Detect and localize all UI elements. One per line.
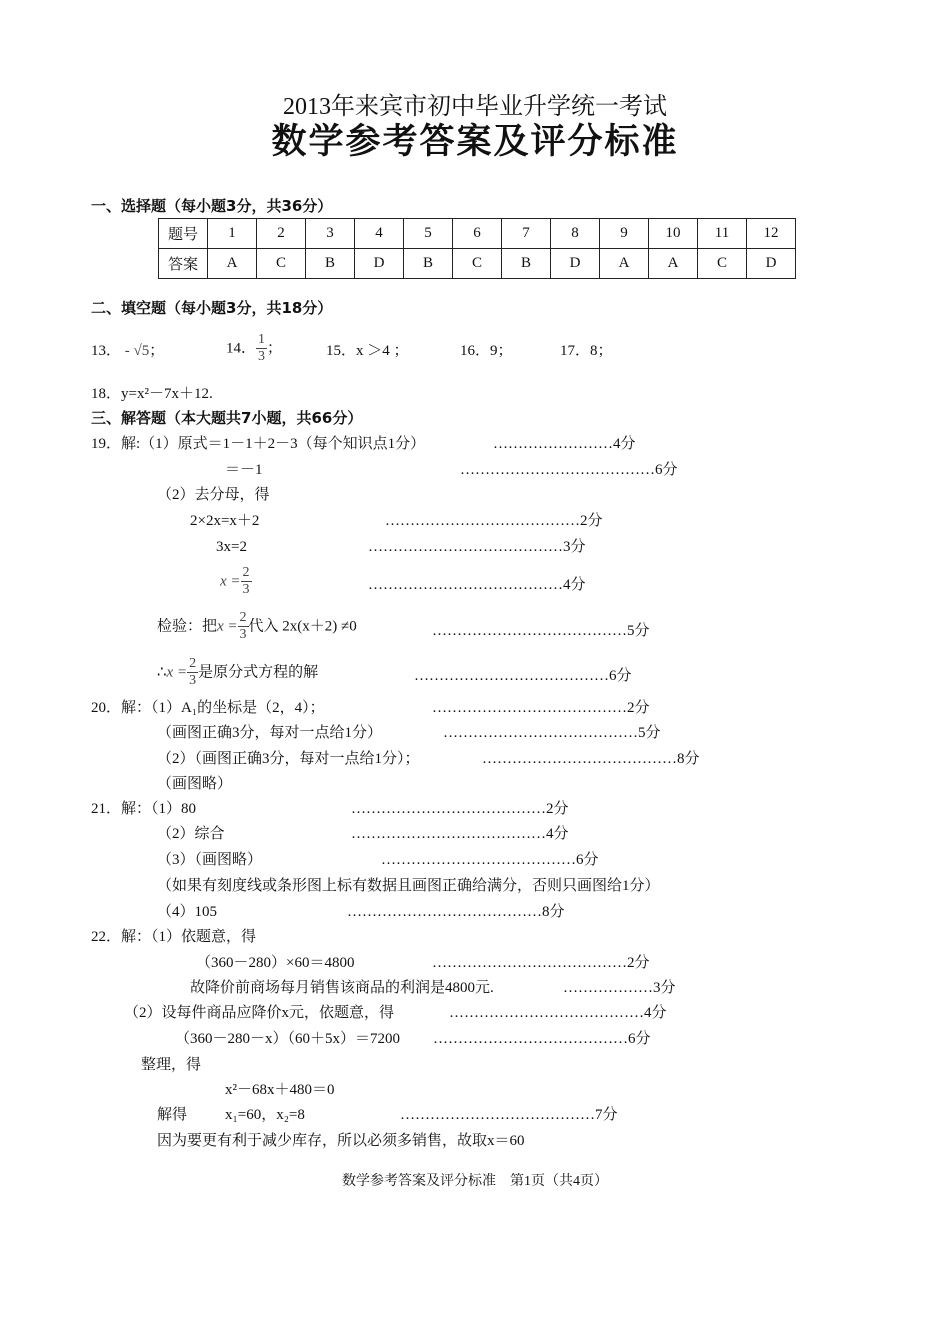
q21-line2: （2）综合 bbox=[157, 826, 225, 842]
q19-line7 bbox=[157, 610, 357, 643]
q21-score2: …………………………………4分 bbox=[351, 826, 569, 842]
q20-score3: …………………………………8分 bbox=[482, 751, 700, 767]
section-choice-heading: 一、选择题（每小题3分，共36分） bbox=[91, 197, 333, 215]
q21-score3: …………………………………6分 bbox=[381, 852, 599, 868]
q19-score8: …………………………………6分 bbox=[414, 668, 632, 684]
table-cell: B bbox=[502, 249, 551, 279]
q20-line4: （画图略） bbox=[157, 776, 233, 792]
table-cell: 3 bbox=[306, 219, 355, 249]
q19-score4: …………………………………2分 bbox=[385, 513, 603, 529]
table-cell: B bbox=[306, 249, 355, 279]
answer-13 bbox=[91, 342, 164, 360]
q20-score2: …………………………………5分 bbox=[443, 725, 661, 741]
table-cell: A bbox=[600, 249, 649, 279]
table-cell: 11 bbox=[698, 219, 747, 249]
q19-line3: （2）去分母，得 bbox=[157, 487, 270, 503]
q22-line9: 因为要更有利于减少库存，所以必须多销售，故取x＝60 bbox=[157, 1133, 525, 1149]
q19-fraction bbox=[241, 565, 252, 598]
q20-line2: （画图正确3分，每对一点给1分） bbox=[157, 725, 383, 741]
q22-line4: （2）设每件商品应降价x元，依题意，得 bbox=[124, 1005, 395, 1021]
q19-line1: 19．解:（1）原式＝1－1＋2－3（每个知识点1分） bbox=[91, 436, 426, 452]
q19-conc-denominator: 3 bbox=[189, 673, 197, 688]
q22-line3: 故降价前商场每月销售该商品的利润是4800元. bbox=[190, 980, 494, 996]
q19-check-numerator: 2 bbox=[239, 610, 247, 625]
table-cell: A bbox=[649, 249, 698, 279]
q19-conc-numerator: 2 bbox=[189, 656, 197, 671]
q20-line1: 20．解：（1）A₁的坐标是（2，4）； bbox=[91, 700, 325, 716]
q19-check-x: x = bbox=[217, 618, 238, 635]
answer-15: 15．x ＞4 ； bbox=[326, 343, 409, 359]
table-cell: 6 bbox=[453, 219, 502, 249]
q22-line7: x²－68x＋480＝0 bbox=[225, 1082, 335, 1098]
q21-line4: （如果有刻度线或条形图上标有数据且画图正确给满分，否则只画图给1分） bbox=[157, 878, 660, 894]
table-row bbox=[159, 249, 796, 279]
q19-score1: ……………………4分 bbox=[493, 436, 636, 452]
q21-score5: …………………………………8分 bbox=[347, 904, 565, 920]
answer-16: 16．9； bbox=[460, 343, 513, 359]
q22-score5: …………………………………6分 bbox=[433, 1031, 651, 1047]
q22-line8-roots: x₁=60，x₂=8 bbox=[225, 1107, 305, 1123]
table-cell: 8 bbox=[551, 219, 600, 249]
row-header-answer: 答案 bbox=[159, 249, 208, 279]
table-cell: A bbox=[208, 249, 257, 279]
q19-conc-fraction bbox=[187, 656, 198, 689]
q19-numerator: 2 bbox=[242, 565, 250, 580]
q14-fraction bbox=[256, 332, 267, 365]
q22-score8: …………………………………7分 bbox=[400, 1107, 618, 1123]
q22-line8-label: 解得 bbox=[157, 1107, 188, 1123]
page-footer: 数学参考答案及评分标准 第1页（共4页） bbox=[342, 1174, 608, 1189]
table-cell: 12 bbox=[747, 219, 796, 249]
q19-conc-x: x = bbox=[166, 664, 188, 681]
q14-end: ； bbox=[267, 340, 283, 357]
q19-line2: ＝－1 bbox=[225, 462, 263, 478]
section-fill-heading: 二、填空题（每小题3分，共18分） bbox=[91, 299, 333, 317]
q21-line1: 21．解：（1）80 bbox=[91, 801, 197, 817]
table-cell: 2 bbox=[257, 219, 306, 249]
q14-numerator: 1 bbox=[258, 332, 266, 347]
table-cell: C bbox=[698, 249, 747, 279]
q19-x-eq: x = bbox=[220, 573, 241, 590]
q22-score3: ………………3分 bbox=[563, 980, 676, 996]
q22-score2: …………………………………2分 bbox=[432, 955, 650, 971]
q19-line6 bbox=[220, 565, 252, 598]
q14-num: 14． bbox=[226, 340, 257, 357]
table-cell: C bbox=[453, 249, 502, 279]
q19-denominator: 3 bbox=[242, 582, 250, 597]
therefore-symbol: ∴ bbox=[157, 664, 167, 681]
q21-line5: （4）105 bbox=[157, 904, 218, 920]
table-cell: 1 bbox=[208, 219, 257, 249]
q19-check-label: 检验：把 bbox=[157, 618, 218, 635]
table-cell: 7 bbox=[502, 219, 551, 249]
q22-line2: （360－280）×60＝4800 bbox=[196, 955, 355, 971]
q19-score6: …………………………………4分 bbox=[368, 577, 586, 593]
q19-check-denominator: 3 bbox=[239, 627, 247, 642]
q19-line8 bbox=[157, 656, 318, 689]
q19-score7: …………………………………5分 bbox=[432, 623, 650, 639]
q13-num: 13． bbox=[91, 343, 122, 359]
row-header-number: 题号 bbox=[159, 219, 208, 249]
q19-score2: …………………………………6分 bbox=[460, 462, 678, 478]
q19-check-text: 代入 2x(x＋2) ≠0 bbox=[248, 618, 357, 635]
q19-conc-text: 是原分式方程的解 bbox=[198, 664, 319, 681]
q22-line6: 整理，得 bbox=[141, 1057, 202, 1073]
answer-18: 18．y=x²－7x＋12. bbox=[91, 386, 213, 402]
table-cell: D bbox=[355, 249, 404, 279]
q13-radical: √5 bbox=[133, 343, 150, 359]
q13-minus: - bbox=[124, 343, 130, 359]
table-cell: 4 bbox=[355, 219, 404, 249]
q20-line3: （2）（画图正确3分，每对一点给1分）； bbox=[157, 751, 420, 767]
q13-end: ； bbox=[149, 343, 165, 359]
exam-title: 2013年来宾市初中毕业升学统一考试 bbox=[283, 94, 667, 120]
table-cell: 5 bbox=[404, 219, 453, 249]
answer-17: 17．8； bbox=[560, 343, 613, 359]
q21-score1: …………………………………2分 bbox=[351, 801, 569, 817]
table-cell: C bbox=[257, 249, 306, 279]
q20-score1: …………………………………2分 bbox=[432, 700, 650, 716]
table-cell: D bbox=[747, 249, 796, 279]
q19-check-fraction bbox=[238, 610, 249, 643]
table-cell: D bbox=[551, 249, 600, 279]
q19-line4: 2×2x=x＋2 bbox=[190, 513, 260, 529]
table-row bbox=[159, 219, 796, 249]
q22-line1: 22．解：（1）依题意，得 bbox=[91, 929, 257, 945]
table-cell: 9 bbox=[600, 219, 649, 249]
table-cell: 10 bbox=[649, 219, 698, 249]
q21-line3: （3）（画图略） bbox=[157, 852, 263, 868]
answer-14 bbox=[226, 332, 282, 365]
q22-line5: （360－280－x）（60＋5x）＝7200 bbox=[175, 1031, 401, 1047]
q19-line5: 3x=2 bbox=[216, 539, 247, 555]
q19-score5: …………………………………3分 bbox=[368, 539, 586, 555]
q22-score4: …………………………………4分 bbox=[449, 1005, 667, 1021]
doc-title: 数学参考答案及评分标准 bbox=[271, 122, 679, 161]
section-solve-heading: 三、解答题（本大题共7小题，共66分） bbox=[91, 409, 363, 427]
table-cell: B bbox=[404, 249, 453, 279]
q14-denominator: 3 bbox=[258, 349, 266, 364]
answer-table bbox=[158, 218, 796, 279]
